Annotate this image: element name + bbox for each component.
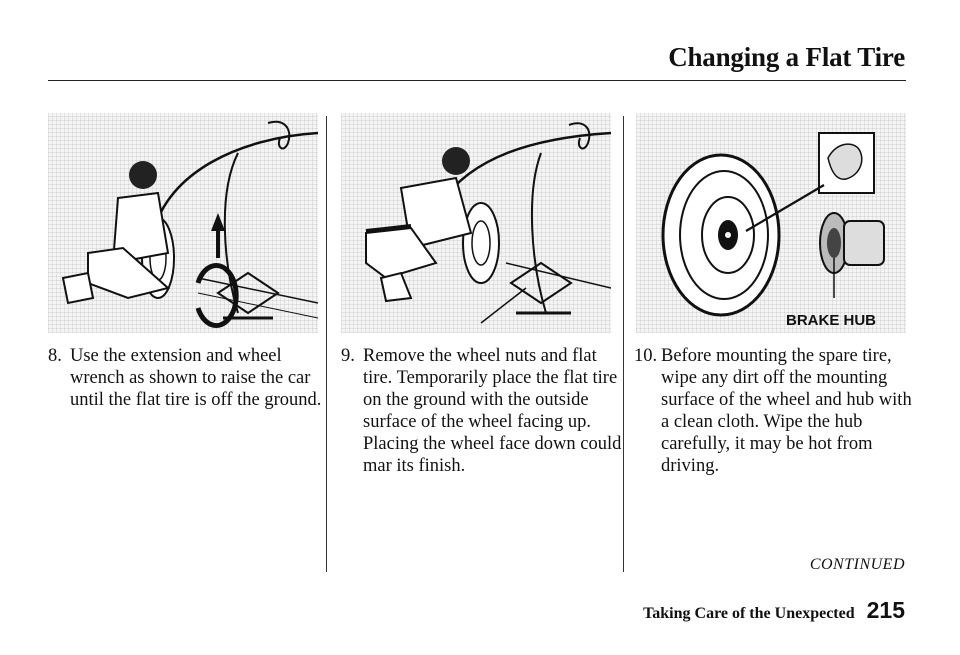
step-body [48,345,321,411]
step-9 [341,345,621,477]
figure-raise-car [48,113,318,333]
page-title: Changing a Flat Tire [668,42,905,72]
column-divider-1 [326,116,327,572]
illustration-remove-wheel [341,113,611,333]
step-body [341,345,621,477]
step-line: surface of the wheel facing up. [363,412,592,432]
step-line: wrench as shown to raise the car [70,368,311,388]
column-divider-2 [623,116,624,572]
step-line: wipe any dirt off the mounting [661,368,888,388]
page-number: 215 [866,597,905,623]
figure-remove-wheel [341,113,611,333]
step-10 [634,345,912,477]
continued-label: CONTINUED [809,556,905,573]
footer-section-title: Taking Care of the Unexpected [643,605,855,622]
step-line: Before mounting the spare tire, [661,346,892,366]
step-line: a clean cloth. Wipe the hub [661,412,863,432]
step-8 [48,345,321,411]
page-footer [643,597,905,624]
title-rule [48,80,906,81]
step-line: Remove the wheel nuts and flat [363,346,597,366]
step-body [634,345,912,477]
step-line: until the flat tire is off the ground. [70,390,322,410]
illustration-jack-raise [48,113,318,333]
step-line: mar its finish. [363,456,466,476]
step-line: on the ground with the outside [363,390,589,410]
step-number: 9. [341,346,355,366]
step-line: surface of the wheel and hub with [661,390,912,410]
step-line: driving. [661,456,720,476]
figure-brake-hub [636,113,906,333]
illustration-brake-hub [636,113,906,333]
step-line: tire. Temporarily place the flat tire [363,368,618,388]
step-line: Use the extension and wheel [70,346,282,366]
step-line: Placing the wheel face down could [363,434,622,454]
step-line: carefully, it may be hot from [661,434,873,454]
step-number: 8. [48,346,62,366]
brake-hub-label: BRAKE HUB [786,312,876,329]
step-number: 10. [634,346,658,366]
